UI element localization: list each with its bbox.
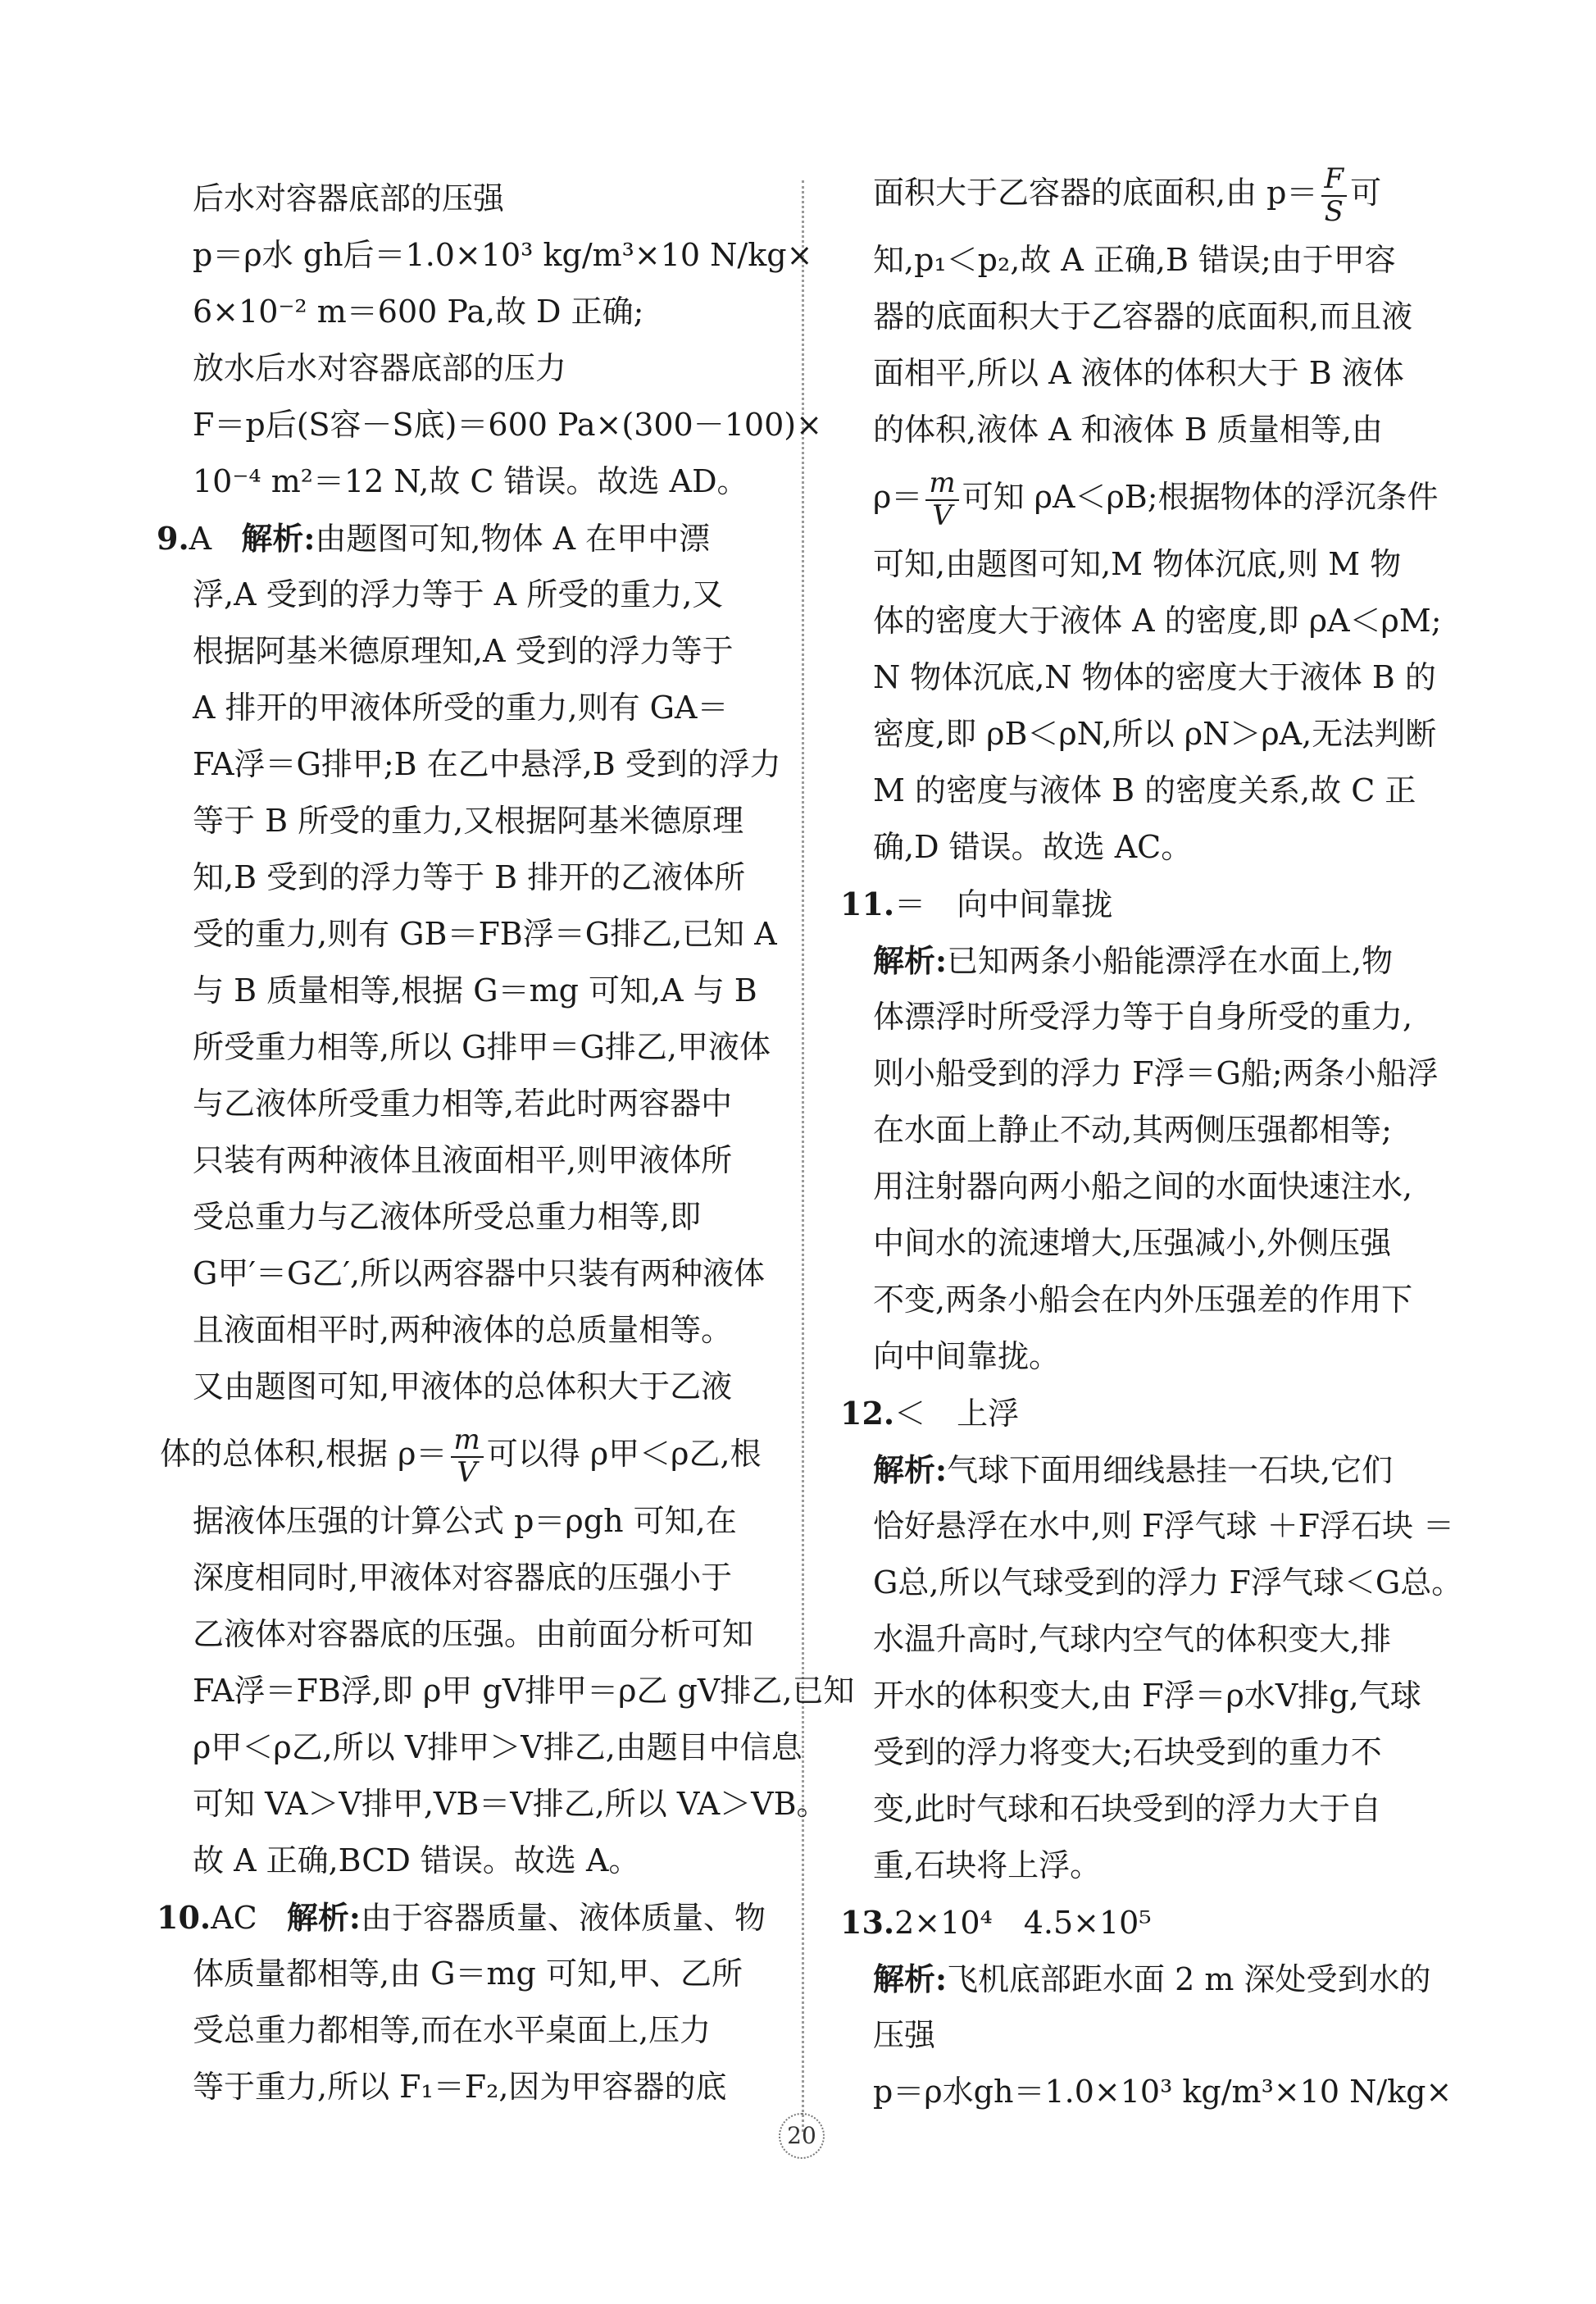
analysis-label: 解析: — [286, 1899, 361, 1936]
fraction-numerator: m — [451, 1425, 484, 1457]
text-line: 等于重力,所以 F₁＝F₂,因为甲容器的底 — [193, 2069, 727, 2105]
question-number: 10. — [157, 1899, 211, 1936]
text-line: 可知 VA＞V排甲,VB＝V排乙,所以 VA＞VB。 — [193, 1786, 828, 1822]
text-line: 重,石块将上浮。 — [873, 1847, 1102, 1883]
question-9 — [157, 510, 855, 1889]
text-line: 水温升高时,气球内空气的体积变大,排 — [873, 1621, 1392, 1657]
fraction-line — [160, 1415, 779, 1493]
question-number: 13. — [840, 1904, 895, 1941]
analysis-first-line — [840, 1441, 1451, 1498]
text-line: 体质量都相等,由 G＝mg 可知,甲、乙所 — [193, 1956, 743, 1992]
analysis-first-line — [840, 1951, 1451, 2007]
question-12 — [840, 1385, 1463, 1894]
fraction — [451, 1425, 484, 1488]
text-span: 气球下面用细线悬挂一石块,它们 — [947, 1452, 1394, 1488]
page-number: 20 — [779, 2113, 825, 2159]
text-line: G总,所以气球受到的浮力 F浮气球＜G总。 — [873, 1564, 1463, 1601]
fraction-numerator: m — [925, 468, 958, 500]
question-9-body-2 — [160, 1493, 855, 1889]
text-span: 飞机底部距水面 2 m 深处受到水的 — [947, 1961, 1431, 1997]
answer: 2×10⁴ 4.5×10⁵ — [894, 1905, 1152, 1941]
text-line: 不变,两条小船会在内外压强差的作用下 — [873, 1282, 1413, 1318]
text-line: 乙液体对容器底的压强。由前面分析可知 — [193, 1616, 754, 1652]
fraction-numerator: F — [1321, 164, 1348, 196]
fraction-denominator: S — [1324, 194, 1344, 228]
text-line: 放水后水对容器底部的压力 — [193, 350, 567, 386]
text-line: N 物体沉底,N 物体的密度大于液体 B 的 — [873, 659, 1436, 695]
answer: ＝ 向中间靠拢 — [894, 886, 1113, 922]
fraction — [925, 468, 958, 531]
question-10-header — [157, 1889, 779, 1946]
answer: A — [189, 521, 212, 557]
fraction-line — [840, 458, 1451, 536]
formula-line: p＝ρ水 gh后＝1.0×10³ kg/m³×10 N/kg× — [193, 237, 813, 273]
text-line: 与乙液体所受重力相等,若此时两容器中 — [193, 1086, 733, 1122]
question-9-header — [157, 510, 779, 567]
text-line: 根据阿基米德原理知,A 受到的浮力等于 — [193, 633, 734, 669]
text-span: 面积大于乙容器的底面积,由 p＝ — [873, 175, 1318, 211]
text-line: 只装有两种液体且液面相平,则甲液体所 — [193, 1142, 733, 1178]
analysis-label: 解析: — [873, 1960, 948, 1997]
answer: AC — [211, 1900, 257, 1936]
text-line: 压强 — [873, 2017, 936, 2053]
text-line: 密度,即 ρB＜ρN,所以 ρN＞ρA,无法判断 — [873, 716, 1437, 752]
text-line: 故 A 正确,BCD 错误。故选 A。 — [193, 1842, 640, 1878]
text-line: 知,p₁＜p₂,故 A 正确,B 错误;由于甲容 — [873, 242, 1396, 278]
analysis-label: 解析: — [873, 942, 948, 979]
question-10-continued-2 — [840, 536, 1451, 876]
text-line: 又由题图可知,甲液体的总体积大于乙液 — [193, 1368, 733, 1405]
text-line: 深度相同时,甲液体对容器底的压强小于 — [193, 1560, 733, 1596]
text-line: A 排开的甲液体所受的重力,则有 GA＝ — [193, 690, 729, 726]
text-line: 知,B 受到的浮力等于 B 排开的乙液体所 — [193, 859, 746, 895]
text-line: 向中间靠拢。 — [873, 1338, 1061, 1374]
formula-line: 10⁻⁴ m²＝12 N,故 C 错误。故选 AD。 — [193, 463, 748, 499]
question-12-body — [840, 1498, 1463, 1894]
text-span: 可知 ρA＜ρB;根据物体的浮沉条件 — [962, 479, 1439, 515]
text-line: p＝ρ水gh＝1.0×10³ kg/m³×10 N/kg× — [873, 2074, 1453, 2110]
text-span: 可 — [1350, 175, 1382, 211]
text-line: 确,D 错误。故选 AC。 — [873, 829, 1193, 865]
left-column — [157, 171, 855, 2115]
question-11-body — [840, 989, 1451, 1385]
right-column — [840, 162, 1463, 2120]
text-line: 在水面上静止不动,其两侧压强都相等; — [873, 1112, 1392, 1148]
question-11-header — [840, 876, 1451, 932]
question-13 — [840, 1894, 1451, 2120]
question-13-body — [840, 2007, 1451, 2120]
text-span: 可以得 ρ甲＜ρ乙,根 — [486, 1436, 762, 1472]
column-divider — [802, 180, 804, 2132]
question-12-header — [840, 1385, 1451, 1441]
text-line: 则小船受到的浮力 F浮＝G船;两条小船浮 — [873, 1055, 1439, 1091]
analysis-label: 解析: — [241, 520, 316, 557]
text-line: 体的密度大于液体 A 的密度,即 ρA＜ρM; — [873, 603, 1442, 639]
text-line: 由题图可知,物体 A 在甲中漂 — [315, 521, 711, 557]
text-line: 浮,A 受到的浮力等于 A 所受的重力,又 — [193, 576, 724, 612]
question-10-body — [160, 1946, 779, 2115]
formula-line: 6×10⁻² m＝600 Pa,故 D 正确; — [193, 294, 644, 330]
text-line: ρ甲＜ρ乙,所以 V排甲＞V排乙,由题目中信息 — [193, 1729, 803, 1765]
text-line: 等于 B 所受的重力,又根据阿基米德原理 — [193, 803, 744, 839]
text-span: 体的总体积,根据 ρ＝ — [160, 1436, 448, 1472]
text-line: 恰好悬浮在水中,则 F浮气球 ＋F浮石块 ＝ — [873, 1508, 1455, 1544]
fraction-denominator: V — [932, 499, 953, 532]
text-line: 变,此时气球和石块受到的浮力大于自 — [873, 1791, 1382, 1827]
question-10 — [157, 1889, 779, 2115]
question-10-continued — [840, 232, 1451, 458]
text-line: 由于容器质量、液体质量、物 — [360, 1900, 766, 1936]
text-line: 与 B 质量相等,根据 G＝mg 可知,A 与 B — [193, 972, 757, 1009]
text-line: 可知,由题图可知,M 物体沉底,则 M 物 — [873, 546, 1402, 582]
text-span: 已知两条小船能漂浮在水面上,物 — [947, 943, 1394, 979]
text-line: 受的重力,则有 GB＝FB浮＝G排乙,已知 A — [193, 916, 777, 952]
text-line: FA浮＝FB浮,即 ρ甲 gV排甲＝ρ乙 gV排乙,已知 — [193, 1673, 855, 1709]
text-line: 面相平,所以 A 液体的体积大于 B 液体 — [873, 355, 1404, 391]
analysis-label: 解析: — [873, 1451, 948, 1488]
question-9-body — [160, 567, 779, 1415]
text-line: 后水对容器底部的压强 — [193, 180, 505, 216]
text-line: 开水的体积变大,由 F浮＝ρ水V排g,气球 — [873, 1678, 1421, 1714]
text-line: 受到的浮力将变大;石块受到的重力不 — [873, 1734, 1382, 1770]
question-11 — [840, 876, 1451, 1385]
text-line: 受总重力与乙液体所受总重力相等,即 — [193, 1199, 702, 1235]
formula-line: F＝p后(S容－S底)＝600 Pa×(300－100)× — [193, 407, 822, 443]
answer: ＜ 上浮 — [894, 1396, 1020, 1432]
text-line: G甲′＝G乙′,所以两容器中只装有两种液体 — [193, 1255, 766, 1291]
text-line: 且液面相平时,两种液体的总质量相等。 — [193, 1312, 733, 1348]
analysis-first-line — [840, 932, 1451, 989]
text-line: 器的底面积大于乙容器的底面积,而且液 — [873, 298, 1413, 335]
fraction-denominator: V — [457, 1455, 477, 1489]
text-line: 所受重力相等,所以 G排甲＝G排乙,甲液体 — [193, 1029, 771, 1065]
text-line: 据液体压强的计算公式 p＝ρgh 可知,在 — [193, 1503, 737, 1539]
text-line: 用注射器向两小船之间的水面快速注水, — [873, 1168, 1413, 1204]
text-line: 的体积,液体 A 和液体 B 质量相等,由 — [873, 412, 1383, 448]
question-13-header — [840, 1894, 1451, 1951]
fraction-line — [840, 154, 1451, 232]
question-number: 9. — [157, 520, 189, 557]
text-line: M 的密度与液体 B 的密度关系,故 C 正 — [873, 772, 1416, 808]
text-line: FA浮＝G排甲;B 在乙中悬浮,B 受到的浮力 — [193, 746, 781, 782]
question-number: 11. — [840, 886, 895, 922]
text-line: 体漂浮时所受浮力等于自身所受的重力, — [873, 999, 1413, 1035]
text-line: 受总重力都相等,而在水平桌面上,压力 — [193, 2012, 712, 2048]
text-span: ρ＝ — [873, 479, 923, 515]
question-number: 12. — [840, 1395, 895, 1432]
text-line: 中间水的流速增大,压强减小,外侧压强 — [873, 1225, 1392, 1261]
fraction — [1321, 164, 1348, 227]
